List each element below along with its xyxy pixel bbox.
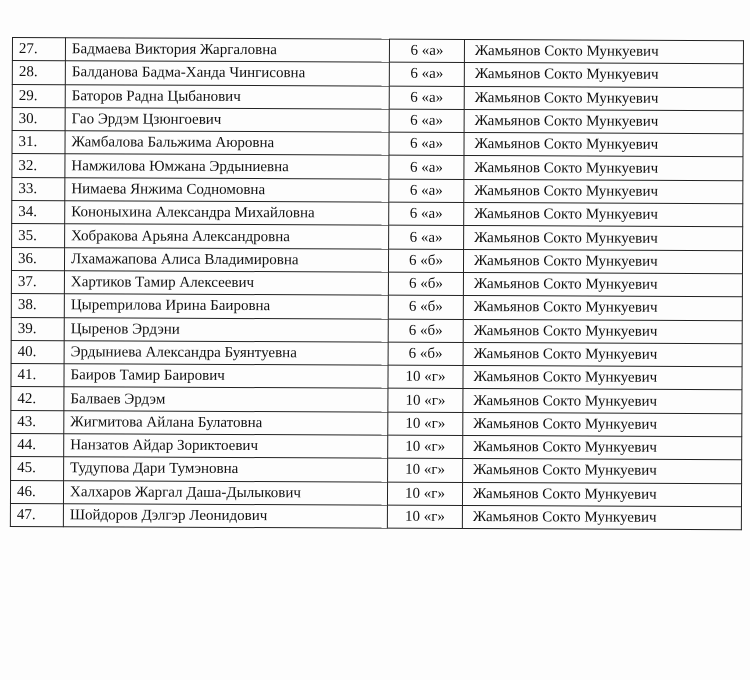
teacher-name: Жамьянов Сокто Мункуевич [463,436,742,461]
table-row [12,201,743,227]
class-grade: 6 «б» [388,295,463,319]
class-grade: 10 «г» [387,505,462,529]
student-name: Кононыхина Александра Михайловна [65,201,389,226]
row-number: 34. [12,201,65,225]
student-name: Бадмаева Виктория Жаргаловна [65,38,389,63]
class-grade: 6 «б» [388,319,463,343]
class-grade: 6 «а» [389,179,464,203]
row-number: 40. [11,340,64,364]
teacher-name: Жамьянов Сокто Мункуевич [463,296,742,321]
class-grade: 6 «а» [389,86,464,110]
row-number: 27. [12,38,65,62]
student-name: Жигмитова Айлана Булатовна [64,410,388,435]
class-grade: 10 «г» [388,389,463,413]
row-number: 38. [11,294,64,318]
row-number: 41. [11,364,64,388]
teacher-name: Жамьянов Сокто Мункуевич [463,366,742,391]
table-row [11,317,742,343]
student-name: Гао Эрдэм Цзюнгоевич [65,108,389,133]
class-grade: 10 «г» [388,365,463,389]
student-table-body [10,38,743,530]
class-grade: 6 «а» [389,202,464,226]
row-number: 43. [11,410,64,434]
row-number: 39. [11,317,64,341]
row-number: 31. [12,131,65,155]
row-number: 29. [12,84,65,108]
table-row [11,434,742,460]
class-grade: 6 «а» [389,132,464,156]
student-name: Намжилова Юмжана Эрдыниевна [65,154,389,179]
teacher-name: Жамьянов Сокто Мункуевич [463,412,742,437]
table-row [11,410,742,436]
table-row [12,61,743,87]
student-table [10,37,744,530]
row-number: 47. [10,503,63,527]
table-row [11,270,742,296]
student-name: Эрдыниева Александра Буянтуевна [64,341,388,366]
class-grade: 6 «а» [389,62,464,86]
table-row [12,107,743,133]
table-row [11,457,742,483]
row-number: 32. [12,154,65,178]
student-name: Хобракова Арьяна Александровна [65,224,389,249]
row-number: 45. [11,457,64,481]
table-row [11,387,742,413]
student-name: Балваев Эрдэм [64,387,388,412]
student-name: Нанзатов Айдар Зориктоевич [64,434,388,459]
student-name: Тудупова Дари Тумэновна [64,457,388,482]
row-number: 36. [11,247,64,271]
student-name: Цыренов Эрдэни [64,317,388,342]
class-grade: 10 «г» [387,482,462,506]
teacher-name: Жамьянов Сокто Мункуевич [462,505,741,530]
teacher-name: Жамьянов Сокто Мункуевич [464,226,743,251]
student-name: Лхамажапова Алиса Владимировна [64,247,388,272]
row-number: 35. [12,224,65,248]
class-grade: 10 «г» [388,458,463,482]
teacher-name: Жамьянов Сокто Мункуевич [464,63,743,88]
teacher-name: Жамьянов Сокто Мункуевич [463,389,742,414]
class-grade: 6 «а» [389,109,464,133]
student-name: Цырempилова Ирина Баировна [64,294,388,319]
table-row [11,364,742,390]
table-row [11,340,742,366]
teacher-name: Жамьянов Сокто Мункуевич [464,86,743,111]
class-grade: 6 «а» [389,39,464,63]
table-row [10,503,741,529]
teacher-name: Жамьянов Сокто Мункуевич [463,342,742,367]
student-name: Хартиков Тамир Алексеевич [64,271,388,296]
row-number: 30. [12,107,65,131]
teacher-name: Жамьянов Сокто Мункуевич [464,156,743,181]
row-number: 42. [11,387,64,411]
row-number: 46. [10,480,63,504]
teacher-name: Жамьянов Сокто Мункуевич [464,133,743,158]
table-row [12,224,743,250]
teacher-name: Жамьянов Сокто Мункуевич [464,179,743,204]
student-name: Баторов Радна Цыбанович [65,84,389,109]
class-grade: 6 «б» [388,249,463,273]
table-row [12,154,743,180]
table-row [11,294,742,320]
teacher-name: Жамьянов Сокто Мункуевич [462,482,741,507]
teacher-name: Жамьянов Сокто Мункуевич [464,39,743,64]
teacher-name: Жамьянов Сокто Мункуевич [463,249,742,274]
row-number: 44. [11,434,64,458]
student-name: Шойдоров Дэлгэр Леонидович [63,504,387,529]
class-grade: 6 «а» [389,156,464,180]
table-row [10,480,741,506]
student-name: Нимаева Янжима Содномовна [65,178,389,203]
teacher-name: Жамьянов Сокто Мункуевич [463,272,742,297]
class-grade: 6 «б» [388,272,463,296]
row-number: 37. [11,270,64,294]
table-row [12,38,743,64]
table-row [12,84,743,110]
class-grade: 10 «г» [388,435,463,459]
row-number: 28. [12,61,65,85]
teacher-name: Жамьянов Сокто Мункуевич [463,459,742,484]
student-name: Жамбалова Бальжима Аюровна [65,131,389,156]
class-grade: 10 «г» [388,412,463,436]
table-row [12,177,743,203]
teacher-name: Жамьянов Сокто Мункуевич [464,109,743,134]
student-name: Халхаров Жаргал Даша-Дылыкович [63,480,387,505]
student-name: Баиров Тамир Баирович [64,364,388,389]
row-number: 33. [12,177,65,201]
table-row [11,247,742,273]
class-grade: 6 «а» [389,226,464,250]
teacher-name: Жамьянов Сокто Мункуевич [464,203,743,228]
table-row [12,131,743,157]
class-grade: 6 «б» [388,342,463,366]
student-name: Балданова Бадма-Ханда Чингисовна [65,61,389,86]
teacher-name: Жамьянов Сокто Мункуевич [463,319,742,344]
